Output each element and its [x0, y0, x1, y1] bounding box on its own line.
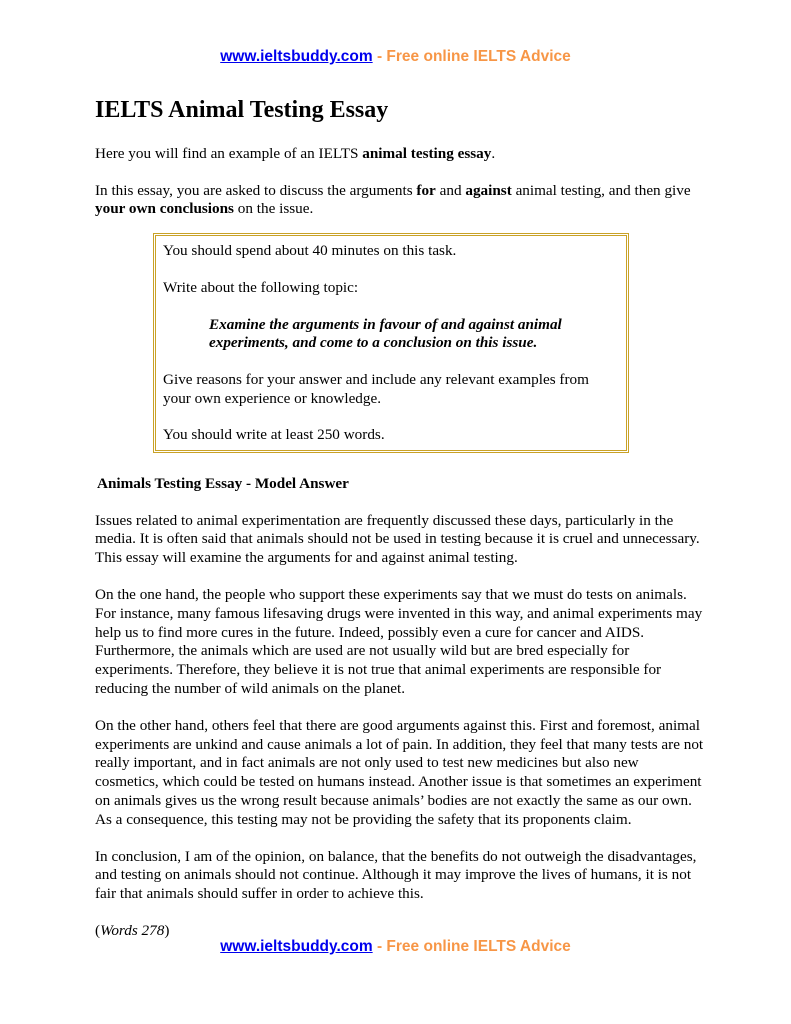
page-title: IELTS Animal Testing Essay — [95, 97, 389, 123]
intro-2-text-b: and — [435, 181, 466, 199]
intro-1-bold: animal testing essay — [362, 145, 492, 162]
intro-1-text: Here you will find an example of an IELTS — [95, 145, 363, 162]
intro-2-text-a: In this essay, you are asked to discuss the arguments — [95, 181, 417, 199]
essay-body — [95, 512, 705, 904]
page-header — [0, 48, 791, 66]
essay-paragraph-for: On the one hand, the people who support these experiments say that we must do tests on animals. For instance, many famous lifesaving drugs were invented in this way, and animal experiments may help us to find more cures in the future. Indeed, possibly even a cure for cancer and AIDS. Furthermore, the animals which are used are not usually wild but are bred especially for experiments. Therefore, they believe it is not true that animal experiments are responsible for reducing the number of wild animals on the planet. — [95, 586, 703, 697]
intro-2-bold-conclusions: your own conclusions — [95, 200, 234, 218]
task-length: You should write at least 250 words. — [163, 426, 385, 444]
word-count-open: ( — [95, 922, 101, 940]
intro-paragraph-1 — [95, 145, 705, 164]
site-link-header[interactable]: www.ieltsbuddy.com — [220, 48, 373, 65]
model-answer-heading: Animals Testing Essay - Model Answer — [97, 475, 349, 493]
intro-2-bold-against: against — [465, 181, 512, 199]
header-tagline: - Free online IELTS Advice — [372, 48, 571, 65]
task-time: You should spend about 40 minutes on this task. — [163, 242, 457, 260]
task-instruction: Write about the following topic: — [163, 278, 359, 296]
page-footer — [0, 938, 791, 956]
footer-tagline: - Free online IELTS Advice — [372, 938, 571, 955]
document-body — [95, 96, 705, 941]
word-count-label: Words 278 — [100, 922, 165, 940]
task-box — [153, 233, 629, 453]
essay-paragraph-against: On the other hand, others feel that there are good arguments against this. First and foremost, animal experiments are unkind and cause animals a lot of pain. In addition, they feel that many tests are not really important, and in fact animals are not only used to test new medicines but also new cosmetics, which could be tested on humans instead. Another issue is that sometimes an experiment on animals gives us the wrong result because animals’ bodies are not exactly the same as our own. As a consequence, this testing may not be providing the safety that its proponents claim. — [95, 717, 704, 828]
task-prompt: Examine the arguments in favour of and against animal experiments, and come to a conclusion on this issue. — [209, 315, 562, 352]
intro-2-text-c: animal testing, and then give — [511, 181, 691, 199]
intro-paragraph-2 — [95, 182, 705, 219]
essay-paragraph-intro: Issues related to animal experimentation are frequently discussed these days, particularly in the media. It is often said that animals should not be used in testing because it is cruel and unnecessary. This essay will examine the arguments for and against animal testing. — [95, 511, 700, 567]
intro-2-bold-for: for — [416, 181, 436, 199]
task-reasons: Give reasons for your answer and include any relevant examples from your own experience or knowledge. — [163, 370, 589, 407]
site-link-footer[interactable]: www.ieltsbuddy.com — [220, 938, 373, 955]
essay-paragraph-conclusion: In conclusion, I am of the opinion, on balance, that the benefits do not outweigh the disadvantages, and testing on animals should not continue. Although it may improve the lives of humans, it is not fair that animals should suffer in order to achieve this. — [95, 847, 697, 903]
intro-2-text-d: on the issue. — [233, 200, 314, 218]
word-count-close: ) — [164, 922, 170, 940]
intro-1-end: . — [491, 145, 496, 162]
